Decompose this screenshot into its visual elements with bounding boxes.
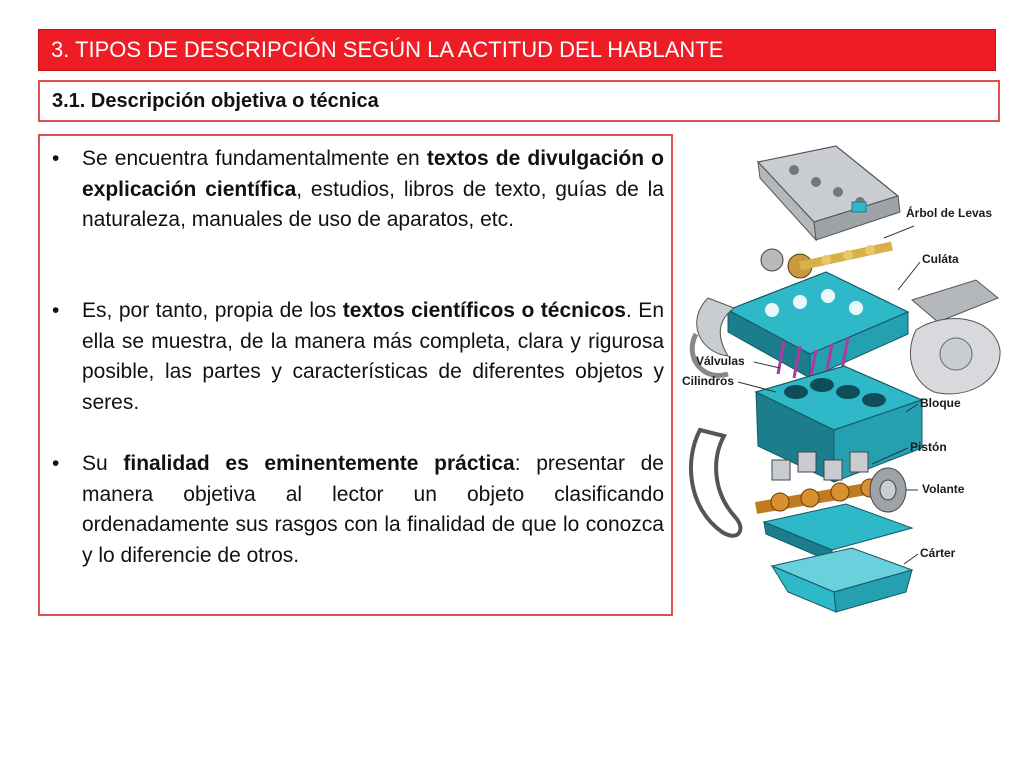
bullet-item	[52, 144, 664, 236]
section-subtitle: 3.1. Descripción objetiva o técnica	[38, 80, 1000, 122]
oil-pan-part	[772, 548, 912, 612]
label-cilindros: Cilindros	[682, 374, 735, 388]
exhaust-manifold-part	[910, 280, 1000, 394]
slide-title: 3. TIPOS DE DESCRIPCIÓN SEGÚN LA ACTITUD DEL HABLANTE	[38, 29, 996, 71]
label-arbol-de-levas: Árbol de Levas	[906, 206, 993, 220]
content-box	[38, 134, 673, 616]
label-carter: Cárter	[920, 546, 956, 560]
engine-exploded-diagram	[676, 130, 1024, 620]
flywheel-part	[870, 468, 906, 512]
bullet-dot: •	[52, 452, 60, 475]
bullet-text: Es, por tanto, propia de los textos científicos o técnicos. En ella se muestra, de la manera más completa, clara y rigurosa posible, las partes y características de diferentes objetos y seres.	[82, 299, 664, 414]
bullet-dot: •	[52, 147, 60, 170]
bullet-dot: •	[52, 299, 60, 322]
valve-cover-part	[758, 146, 900, 240]
bullet-text: Su finalidad es eminentemente práctica: presentar de manera objetiva al lector un objeto clasificando ordenadamente sus rasgos con la finalidad de que lo conozca y lo diferencie de otros.	[82, 452, 664, 567]
bullet-text: Se encuentra fundamentalmente en textos de divulgación o explicación científica, estudios, libros de texto, guías de la naturaleza, manuales de uso de aparatos, etc.	[82, 147, 665, 231]
label-culata: Culáta	[922, 252, 959, 266]
label-piston: Pistón	[910, 440, 947, 454]
bullet-item	[52, 449, 664, 571]
label-valvulas: Válvulas	[696, 354, 745, 368]
crankshaft-part	[756, 479, 884, 511]
bullet-item	[52, 296, 664, 418]
label-bloque: Bloque	[920, 396, 961, 410]
label-volante: Volante	[922, 482, 965, 496]
